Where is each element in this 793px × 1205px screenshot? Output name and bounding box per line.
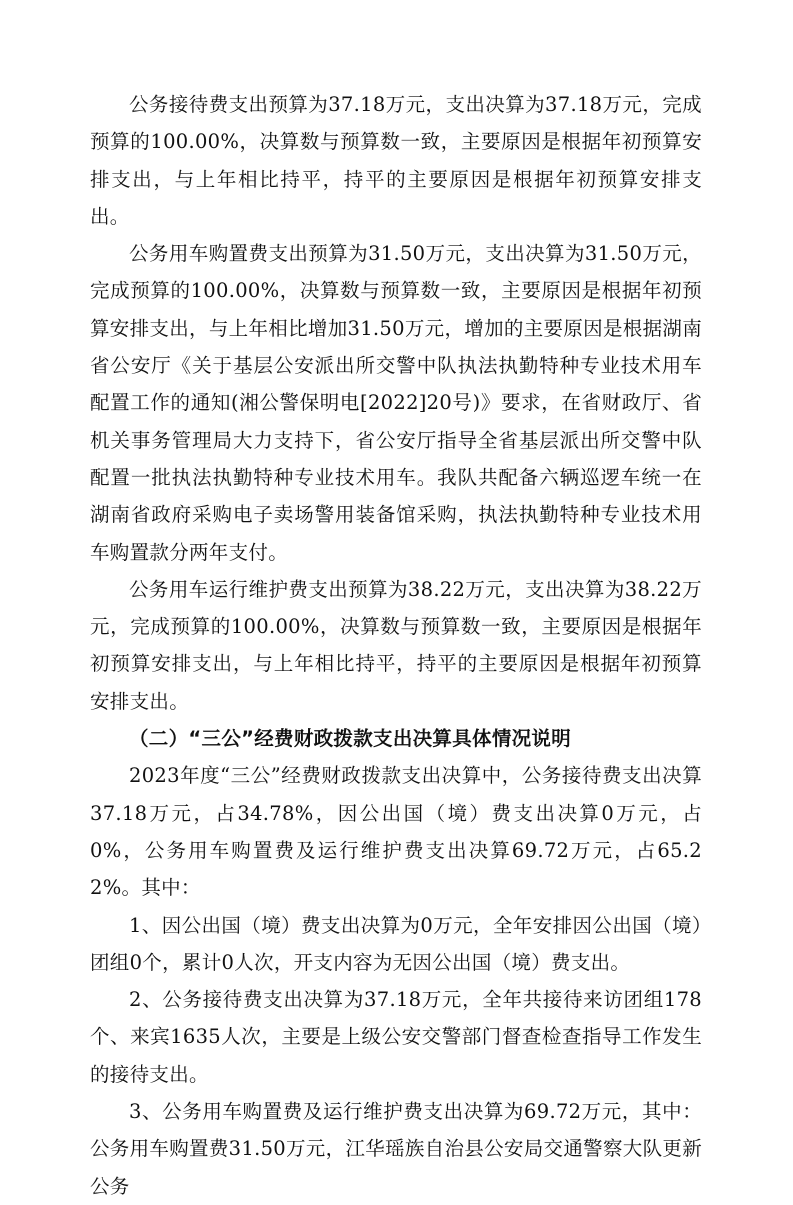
document-page — [90, 86, 702, 1205]
paragraph-reception-detail: 2、公务接待费支出决算为37.18万元，全年共接待来访团组178个、来宾1635人次，主要是上级公安交警部门督查检查指导工作发生的接待支出。 — [90, 988, 702, 1086]
section-heading: （二）“三公”经费财政拨款支出决算具体情况说明 — [129, 727, 572, 751]
paragraph-overseas-expense: 1、因公出国（境）费支出决算为0万元，全年安排因公出国（境）团组0个，累计0人次，开支内容为无因公出国（境）费支出。 — [90, 913, 702, 974]
paragraph-vehicle-detail: 3、公务用车购置费及运行维护费支出决算为69.72万元，其中：公务用车购置费31.50万元，江华瑶族自治县公安局交通警察大队更新公务 — [90, 1100, 702, 1198]
paragraph-three-public-summary: 2023年度“三公”经费财政拨款支出决算中，公务接待费支出决算37.18万元，占34.78%，因公出国（境）费支出决算0万元，占0%，公务用车购置费及运行维护费支出决算69.72万元，占65.22%。其中： — [90, 764, 702, 900]
paragraph-vehicle-purchase: 公务用车购置费支出预算为31.50万元，支出决算为31.50万元，完成预算的100.00%，决算数与预算数一致，主要原因是根据年初预算安排支出，与上年相比增加31.50万元，增加的主要原因是根据湖南省公安厅《关于基层公安派出所交警中队执法执勤特种专业技术用车配置工作的通知(湘公警保明电[2022]20号)》要求，在省财政厅、省机关事务管理局大力支持下，省公安厅指导全省基层派出所交警中队配置一批执法执勤特种专业技术用车。我队共配备六辆巡逻车统一在湖南省政府采购电子卖场警用装备馆采购，执法执勤特种专业技术用车购置款分两年支付。 — [90, 242, 702, 564]
paragraph-reception-expense: 公务接待费支出预算为37.18万元，支出决算为37.18万元，完成预算的100.00%，决算数与预算数一致，主要原因是根据年初预算安排支出，与上年相比持平，持平的主要原因是根据年初预算安排支出。 — [90, 93, 702, 228]
paragraph-vehicle-maintenance: 公务用车运行维护费支出预算为38.22万元，支出决算为38.22万元，完成预算的100.00%，决算数与预算数一致，主要原因是根据年初预算安排支出，与上年相比持平，持平的主要原因是根据年初预算安排支出。 — [90, 577, 702, 713]
